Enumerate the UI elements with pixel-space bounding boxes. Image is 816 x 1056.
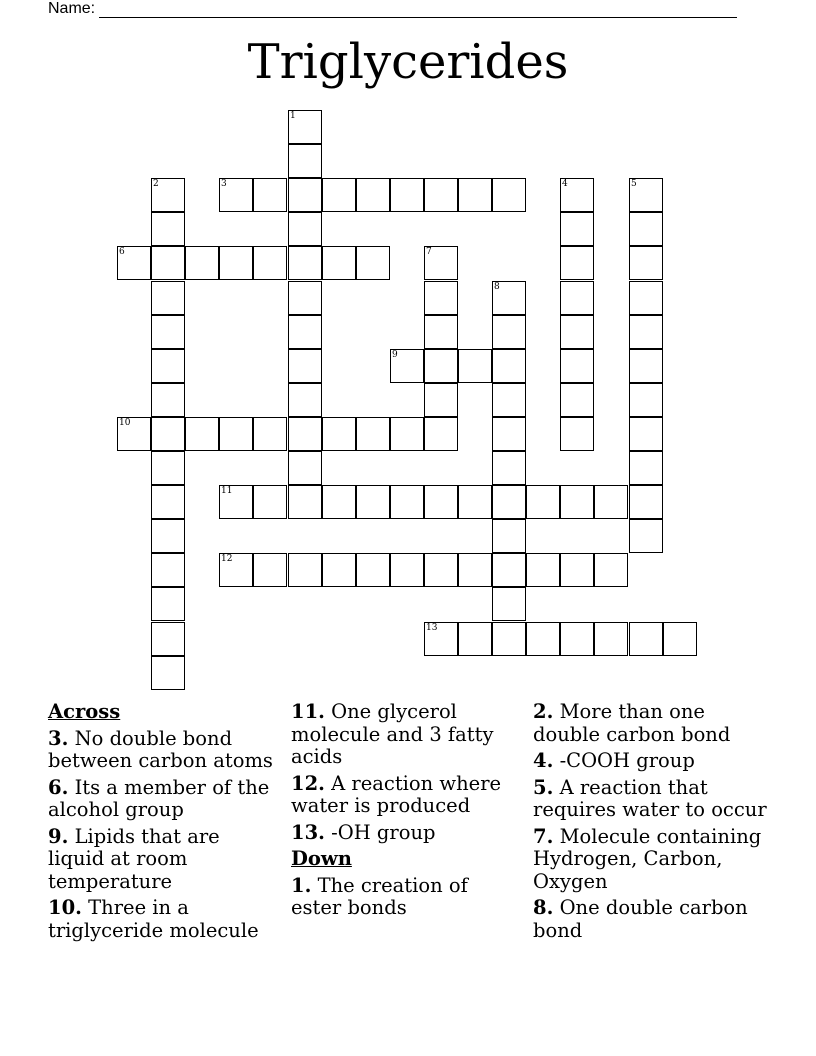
- crossword-cell[interactable]: [151, 587, 185, 621]
- crossword-cell[interactable]: [560, 246, 594, 280]
- crossword-cell[interactable]: [492, 485, 526, 519]
- crossword-cell[interactable]: [288, 451, 322, 485]
- crossword-cell[interactable]: [151, 519, 185, 553]
- clue-across-3: 3. No double bond between carbon atoms: [48, 726, 273, 772]
- crossword-cell[interactable]: [629, 315, 663, 349]
- crossword-cell[interactable]: [151, 315, 185, 349]
- crossword-cell[interactable]: [356, 553, 390, 587]
- crossword-cell[interactable]: [151, 451, 185, 485]
- crossword-cell[interactable]: [424, 622, 458, 656]
- crossword-cell[interactable]: [424, 417, 458, 451]
- crossword-cell[interactable]: [560, 315, 594, 349]
- crossword-cell[interactable]: [560, 349, 594, 383]
- clue-down-4: 4. -COOH group: [533, 749, 695, 772]
- down-heading: Down: [291, 847, 352, 870]
- crossword-cell[interactable]: [356, 485, 390, 519]
- crossword-cell[interactable]: [492, 349, 526, 383]
- crossword-cell[interactable]: [253, 417, 287, 451]
- crossword-cell[interactable]: [219, 485, 253, 519]
- crossword-cell[interactable]: [492, 383, 526, 417]
- crossword-cell[interactable]: [151, 417, 185, 451]
- crossword-cell[interactable]: [594, 485, 628, 519]
- crossword-cell[interactable]: [492, 417, 526, 451]
- crossword-cell[interactable]: [288, 110, 322, 144]
- clue-number: 11: [221, 486, 233, 496]
- crossword-cell[interactable]: [151, 178, 185, 212]
- crossword-cell[interactable]: [151, 212, 185, 246]
- crossword-cell[interactable]: [322, 553, 356, 587]
- crossword-cell[interactable]: [560, 485, 594, 519]
- crossword-cell[interactable]: [151, 553, 185, 587]
- clue-across-9: 9. Lipids that are liquid at room temperature: [48, 824, 220, 893]
- crossword-cell[interactable]: [117, 246, 151, 280]
- clue-across-6: 6. Its a member of the alcohol group: [48, 775, 270, 821]
- crossword-cell[interactable]: [526, 622, 560, 656]
- crossword-cell[interactable]: [288, 383, 322, 417]
- crossword-cell[interactable]: [356, 417, 390, 451]
- crossword-cell[interactable]: [322, 178, 356, 212]
- crossword-cell[interactable]: [424, 383, 458, 417]
- crossword-cell[interactable]: [219, 246, 253, 280]
- crossword-cell[interactable]: [560, 553, 594, 587]
- crossword-cell[interactable]: [492, 519, 526, 553]
- page-title: Triglycerides: [247, 34, 569, 90]
- crossword-cell[interactable]: [458, 178, 492, 212]
- crossword-cell[interactable]: [629, 281, 663, 315]
- crossword-cell[interactable]: [526, 485, 560, 519]
- crossword-cell[interactable]: [390, 553, 424, 587]
- clue-number: 8: [494, 282, 500, 292]
- crossword-cell[interactable]: [424, 349, 458, 383]
- crossword-cell[interactable]: [219, 553, 253, 587]
- crossword-cell[interactable]: [390, 485, 424, 519]
- crossword-cell[interactable]: [117, 417, 151, 451]
- crossword-cell[interactable]: [424, 315, 458, 349]
- crossword-cell[interactable]: [629, 212, 663, 246]
- crossword-cell[interactable]: [492, 178, 526, 212]
- crossword-cell[interactable]: [458, 349, 492, 383]
- crossword-cell[interactable]: [663, 622, 697, 656]
- crossword-cell[interactable]: [629, 485, 663, 519]
- crossword-cell[interactable]: [629, 417, 663, 451]
- clue-across-10: 10. Three in a triglyceride molecule: [48, 896, 259, 942]
- clue-number: 13: [426, 623, 438, 633]
- clue-number: 1: [290, 111, 296, 121]
- crossword-cell[interactable]: [560, 622, 594, 656]
- crossword-cell[interactable]: [288, 553, 322, 587]
- crossword-cell[interactable]: [492, 281, 526, 315]
- crossword-cell[interactable]: [458, 553, 492, 587]
- crossword-cell[interactable]: [390, 349, 424, 383]
- crossword-cell[interactable]: [288, 281, 322, 315]
- crossword-cell[interactable]: [629, 622, 663, 656]
- crossword-cell[interactable]: [151, 383, 185, 417]
- crossword-cell[interactable]: [151, 622, 185, 656]
- clue-down-8: 8. One double carbon bond: [533, 896, 748, 942]
- crossword-cell[interactable]: [629, 451, 663, 485]
- crossword-cell[interactable]: [151, 485, 185, 519]
- clue-down-2: 2. More than one double carbon bond: [533, 700, 731, 746]
- clue-across-13: 13. -OH group: [291, 820, 436, 844]
- clues-column-3: [533, 701, 773, 946]
- crossword-cell[interactable]: [356, 178, 390, 212]
- crossword-cell[interactable]: [253, 553, 287, 587]
- clue-number: 9: [392, 350, 398, 360]
- crossword-cell[interactable]: [560, 383, 594, 417]
- crossword-cell[interactable]: [424, 178, 458, 212]
- crossword-cell[interactable]: [594, 553, 628, 587]
- crossword-cell[interactable]: [253, 246, 287, 280]
- crossword-cell[interactable]: [185, 417, 219, 451]
- crossword-cell[interactable]: [185, 246, 219, 280]
- crossword-cell[interactable]: [390, 178, 424, 212]
- crossword-cell[interactable]: [560, 417, 594, 451]
- clues-column-2: [291, 701, 523, 924]
- clue-number: 10: [119, 418, 131, 428]
- crossword-cell[interactable]: [526, 553, 560, 587]
- crossword-cell[interactable]: [288, 178, 322, 212]
- crossword-cell[interactable]: [560, 281, 594, 315]
- crossword-cell[interactable]: [492, 622, 526, 656]
- clue-number: 7: [426, 247, 432, 257]
- crossword-cell[interactable]: [492, 587, 526, 621]
- crossword-cell[interactable]: [219, 178, 253, 212]
- crossword-cell[interactable]: [288, 212, 322, 246]
- crossword-cell[interactable]: [253, 178, 287, 212]
- clues-column-1: [48, 701, 280, 946]
- clue-number: 12: [221, 554, 233, 564]
- crossword-cell[interactable]: [458, 622, 492, 656]
- name-label: Name:: [48, 0, 96, 17]
- crossword-cell[interactable]: [629, 519, 663, 553]
- crossword-cell[interactable]: [151, 281, 185, 315]
- crossword-cell[interactable]: [560, 212, 594, 246]
- crossword-cell[interactable]: [560, 178, 594, 212]
- crossword-cell[interactable]: [492, 451, 526, 485]
- crossword-cell[interactable]: [219, 417, 253, 451]
- clue-across-11: 11. One glycerol molecule and 3 fatty acids: [291, 700, 494, 768]
- crossword-cell[interactable]: [322, 417, 356, 451]
- crossword-cell[interactable]: [356, 246, 390, 280]
- clue-number: 2: [153, 179, 159, 189]
- crossword-cell[interactable]: [288, 485, 322, 519]
- crossword-cell[interactable]: [492, 315, 526, 349]
- crossword-cell[interactable]: [629, 349, 663, 383]
- crossword-cell[interactable]: [629, 178, 663, 212]
- crossword-cell[interactable]: [151, 656, 185, 690]
- crossword-cell[interactable]: [288, 417, 322, 451]
- crossword-cell[interactable]: [629, 383, 663, 417]
- crossword-cell[interactable]: [253, 485, 287, 519]
- crossword-cell[interactable]: [151, 349, 185, 383]
- crossword-cell[interactable]: [322, 246, 356, 280]
- crossword-cell[interactable]: [424, 485, 458, 519]
- clue-number: 6: [119, 247, 125, 257]
- across-heading: Across: [48, 700, 121, 723]
- crossword-cell[interactable]: [424, 553, 458, 587]
- clue-across-12: 12. A reaction where water is produced: [291, 771, 502, 817]
- crossword-cell[interactable]: [424, 246, 458, 280]
- crossword-cell[interactable]: [390, 417, 424, 451]
- clue-down-7: 7. Molecule containing Hydrogen, Carbon, Oxygen: [533, 824, 762, 893]
- crossword-cell[interactable]: [594, 622, 628, 656]
- crossword-cell[interactable]: [288, 246, 322, 280]
- crossword-cell[interactable]: [288, 349, 322, 383]
- crossword-cell[interactable]: [629, 246, 663, 280]
- crossword-cell[interactable]: [322, 485, 356, 519]
- crossword-cell[interactable]: [288, 315, 322, 349]
- clue-number: 5: [631, 179, 637, 189]
- clue-number: 3: [221, 179, 227, 189]
- clue-down-5: 5. A reaction that requires water to occur: [533, 775, 767, 821]
- crossword-cell[interactable]: [424, 281, 458, 315]
- crossword-cell[interactable]: [151, 246, 185, 280]
- crossword-cell[interactable]: [492, 553, 526, 587]
- crossword-cell[interactable]: [288, 144, 322, 178]
- clue-number: 4: [562, 179, 568, 189]
- crossword-cell[interactable]: [458, 485, 492, 519]
- clue-down-1: 1. The creation of ester bonds: [291, 873, 468, 919]
